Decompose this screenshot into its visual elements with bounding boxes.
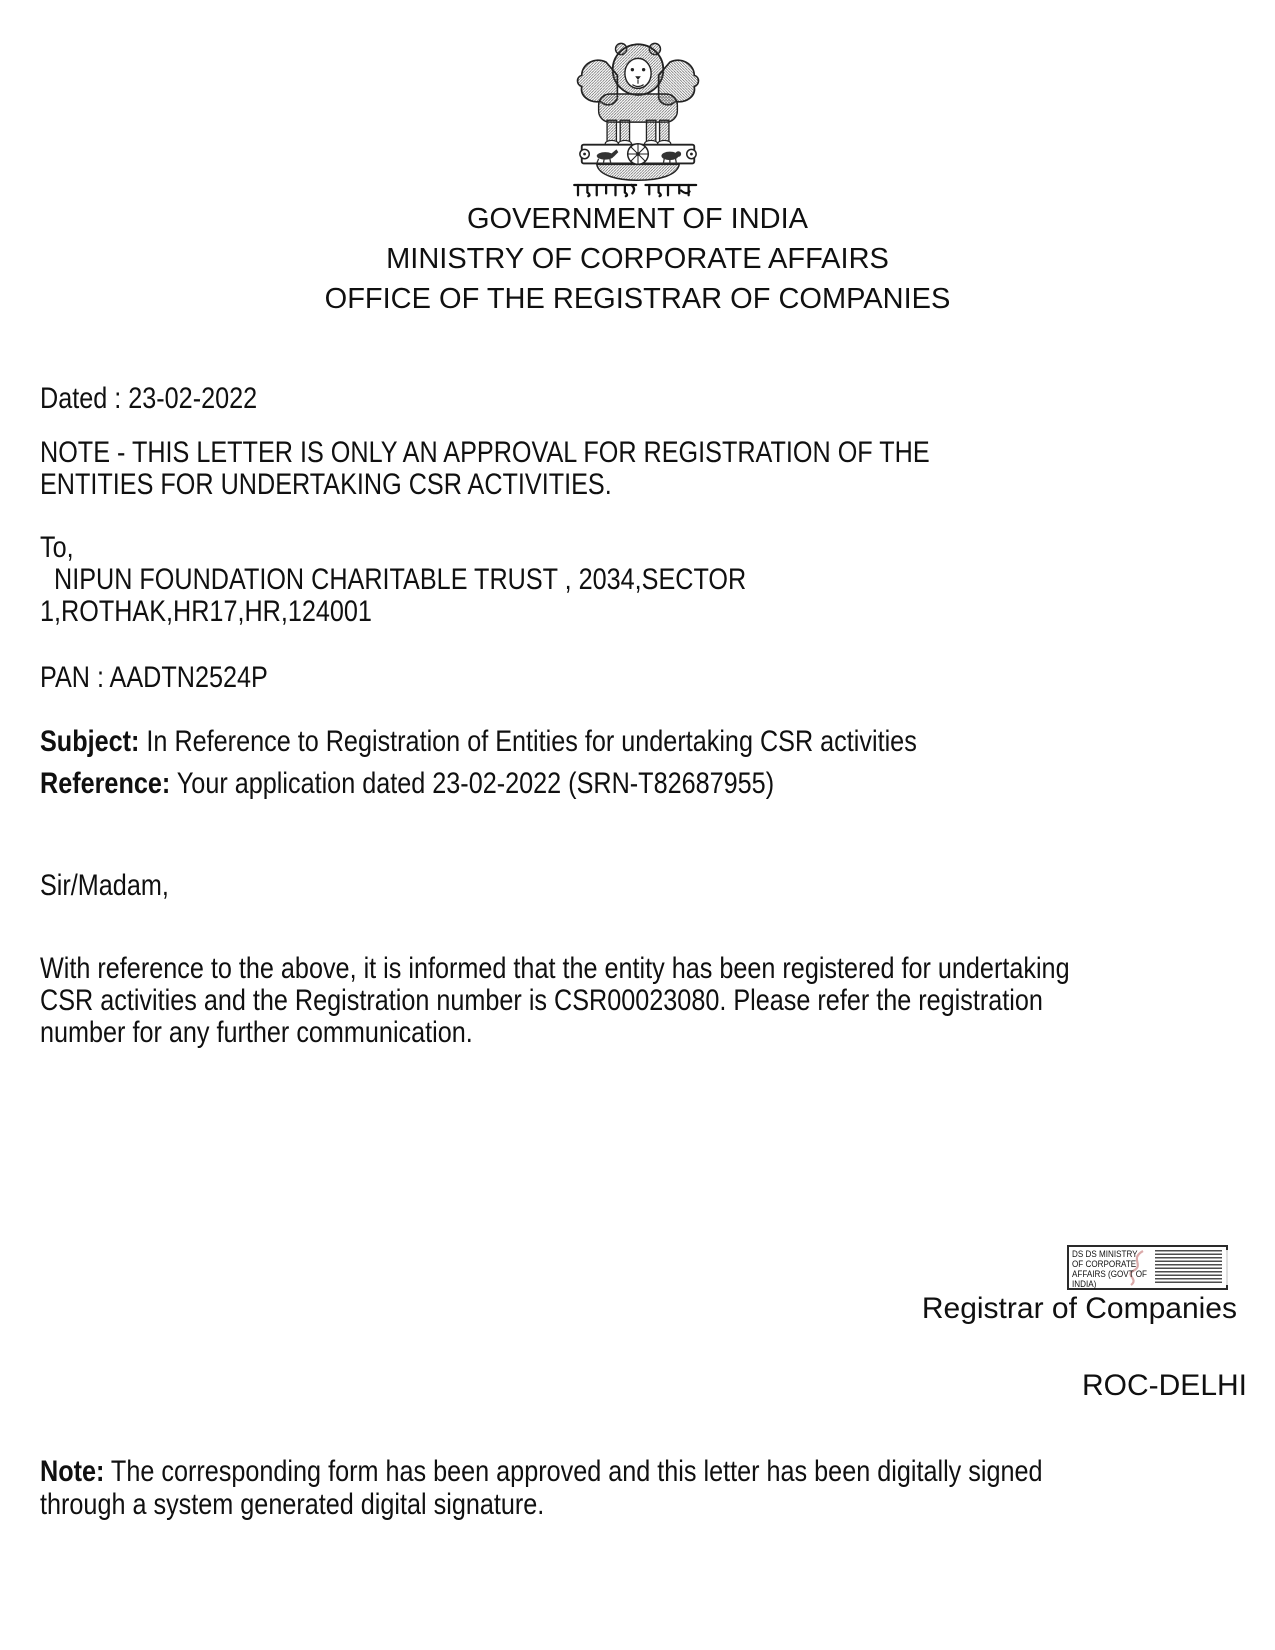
- pan-line: PAN : AADTN2524P: [40, 661, 268, 694]
- subject-text: In Reference to Registration of Entities for undertaking CSR activities: [139, 725, 917, 758]
- dated-line: Dated : 23-02-2022: [40, 382, 258, 415]
- government-of-india-title: GOVERNMENT OF INDIA: [466, 203, 809, 235]
- body-line-1: With reference to the above, it is informed that the entity has been registered for undertaking: [40, 952, 1070, 985]
- addressee-address-line: 1,ROTHAK,HR17,HR,124001: [40, 595, 372, 628]
- footer-note-text: The corresponding form has been approved and this letter has been digitally signed: [104, 1455, 1043, 1488]
- reference-line: [40, 768, 914, 800]
- approval-note-line-2: ENTITIES FOR UNDERTAKING CSR ACTIVITIES.: [40, 468, 612, 501]
- footer-note-label: Note:: [40, 1455, 105, 1488]
- roc-office-name: ROC-DELHI: [1081, 1369, 1247, 1402]
- india-emblem-icon: [563, 34, 713, 199]
- addressee-name-line: NIPUN FOUNDATION CHARITABLE TRUST , 2034,SECTOR: [40, 563, 747, 596]
- office-title: OFFICE OF THE REGISTRAR OF COMPANIES: [324, 283, 951, 315]
- stamp-label-text: DS DS MINISTRY OF CORPORATE AFFAIRS (GOVT OF INDIA): [1072, 1249, 1148, 1289]
- reference-label: Reference:: [40, 767, 171, 800]
- footer-note-line-2: through a system generated digital signature.: [40, 1488, 545, 1521]
- subject-line: [40, 726, 1084, 758]
- body-line-2: CSR activities and the Registration number is CSR00023080. Please refer the registration: [40, 984, 1043, 1017]
- registrar-title: Registrar of Companies: [921, 1292, 1237, 1325]
- reference-text: Your application dated 23-02-2022 (SRN-T82687955): [170, 767, 775, 800]
- addressee-salutation: To,: [40, 531, 74, 564]
- stamp-fine-print: [1155, 1250, 1231, 1285]
- subject-label: Subject:: [40, 725, 140, 758]
- satyameva-jayate-motto: [574, 185, 696, 196]
- approval-note-line-1: NOTE - THIS LETTER IS ONLY AN APPROVAL FOR REGISTRATION OF THE: [40, 436, 930, 469]
- footer-note-line-1: [40, 1456, 1233, 1488]
- ministry-title: MINISTRY OF CORPORATE AFFAIRS: [386, 243, 889, 275]
- letterhead: [0, 34, 1275, 319]
- digital-signature-stamp: [1067, 1245, 1228, 1290]
- body-line-3: number for any further communication.: [40, 1016, 473, 1049]
- greeting-line: Sir/Madam,: [40, 869, 169, 902]
